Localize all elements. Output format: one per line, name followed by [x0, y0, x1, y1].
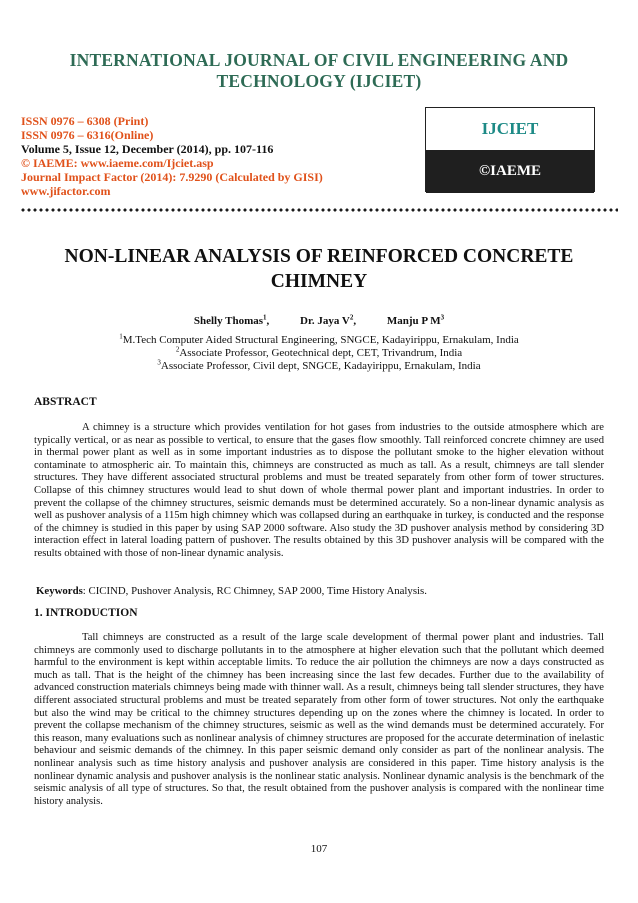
issn-online: ISSN 0976 – 6316(Online) — [21, 128, 154, 142]
affiliation — [40, 347, 598, 360]
journal-title — [40, 50, 598, 92]
paper-title-line2: CHIMNEY — [270, 271, 368, 292]
affiliation-text: Associate Professor, Geotechnical dept, CET, Trivandrum, India — [179, 347, 463, 359]
affiliation-sup: 1 — [119, 332, 123, 341]
author — [194, 315, 269, 327]
affiliation-sup: 2 — [175, 345, 180, 354]
abstract-text: A chimney is a structure which provides ventilation for hot gases from industries to the outside atmosphere which are typically vertical, or as near as possible to vertical, to ensure that the gases flow smoothly. Tall reinforced concrete chimney are used in thermal power plant as well as in some important industries as to dispose the pollutant smoke to the higher elevation without contaminate to atmospheric air. To maintain this, chimneys are constructed as much as tall. As a result, chimneys are tall slender structures. They have different associated structural problems and must be treated separately from other form of tower structures. Collapse of this chimney structures would lead to shut down of whole thermal power plant and important industries. In order to prevent the collapse of the chimney structures, seismic demands must be determined accurately. So a non-linear dynamic analysis as well as pushover analysis of a 115m high chimney which was collapsed during an earthquake in turkey, is conducted and the response of the chimney is studied in this paper by using SAP 2000 software. Also study the 3D pushover analysis method by considering 3D interaction effect in lateral loading pattern of pushover. The results obtained by this 3D pushover analysis will be compared with the results obtained with those of non-linear dynamic analysis. — [34, 422, 604, 559]
author-sup: 1 — [263, 313, 267, 322]
author-sep: , — [266, 315, 270, 327]
logo-iaeme-text: ©IAEME — [426, 150, 594, 193]
journal-meta — [21, 114, 421, 198]
page-number: 107 — [310, 843, 328, 855]
volume-info: Volume 5, Issue 12, December (2014), pp. 107-116 — [21, 142, 274, 156]
journal-title-line2: TECHNOLOGY (IJCIET) — [216, 71, 422, 91]
author-sup: 3 — [440, 313, 445, 322]
journal-logo — [425, 107, 595, 192]
affiliation — [40, 360, 598, 373]
keywords — [36, 585, 427, 597]
author-sup: 2 — [349, 313, 354, 322]
author-name: Manju P M — [386, 315, 441, 327]
affiliation-sup: 3 — [157, 358, 161, 367]
paper-title-line1: NON-LINEAR ANALYSIS OF REINFORCED CONCRETE — [64, 246, 574, 267]
journal-title-line1: INTERNATIONAL JOURNAL OF CIVIL ENGINEERING AND — [69, 50, 569, 70]
author-sep: , — [353, 315, 357, 327]
abstract-heading: ABSTRACT — [34, 396, 97, 408]
affiliation-text: Associate Professor, Civil dept, SNGCE, Kadayirippu, Ernakulam, India — [160, 360, 481, 372]
jifactor-site: www.jifactor.com — [21, 184, 111, 198]
impact-factor: Journal Impact Factor (2014): 7.9290 (Calculated by GISI) — [21, 170, 323, 184]
introduction-text: Tall chimneys are constructed as a result of the large scale development of thermal power plant and industries. Tall chimneys are commonly used to discharge pollutants in to the atmosphere at higher elevation such that the pollutant which deemed harmful to the environment is kept within acceptable limits. To reduce the air pollution the chimneys are now a days constructed as much as tall. That is the height of the chimney has been increasing since the last few decades. Further due to the availability of advanced construction materials chimneys being made with thinner wall. As a result, chimneys being tall slender structures, they have different associated structural problems and must be treated separately from other form of tower structures. Not only the earthquake but also the wind may be critical to the chimney structures depending up on the zones where the chimney is located. In order to prevent the collapse mechanism of the chimney structures, seismic as well as the wind demands must be determined accurately. For this reason, many evaluations such as nonlinear analysis of chimney structures are proposed for the accurate determination of inelastic behaviour and seismic demands of the chimney. In this paper seismic demand only consider as part of the nonlinear analysis. The nonlinear analysis such as time history analysis and pushover analysis are considered in this paper. Time history analysis is the nonlinear dynamic analysis and pushover analysis is the nonlinear static analysis. Nonlinear dynamic analysis is the benchmark of the seismic analysis of all type of structures. So that, the result obtained from the pushover analysis is compared with the nonlinear time history analysis. — [34, 632, 604, 807]
keywords-label: Keywords — [36, 585, 83, 597]
paper-title — [40, 244, 598, 294]
author — [387, 315, 444, 327]
author — [300, 315, 356, 327]
logo-ijciet-text: IJCIET — [481, 119, 539, 138]
issn-print: ISSN 0976 – 6308 (Print) — [21, 114, 149, 128]
author-list — [40, 315, 598, 327]
iaeme-site: © IAEME: www.iaeme.com/Ijciet.asp — [21, 156, 214, 170]
affiliation-list — [40, 334, 598, 373]
author-name: Dr. Jaya V — [300, 315, 350, 327]
dotted-divider — [20, 207, 618, 213]
keywords-text: : CICIND, Pushover Analysis, RC Chimney, SAP 2000, Time History Analysis. — [82, 585, 427, 597]
affiliation-text: M.Tech Computer Aided Structural Engineering, SNGCE, Kadayirippu, Ernakulam, India — [122, 334, 519, 346]
section-heading-introduction: 1. INTRODUCTION — [34, 607, 138, 619]
affiliation — [40, 334, 598, 347]
author-name: Shelly Thomas — [193, 315, 264, 327]
